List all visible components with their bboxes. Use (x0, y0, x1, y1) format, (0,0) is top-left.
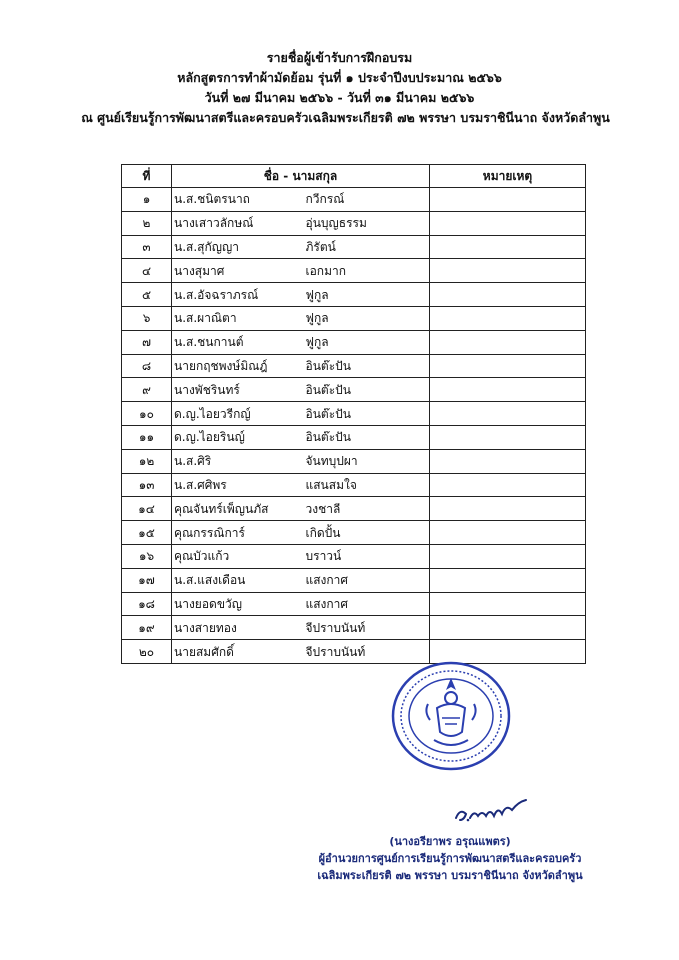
participant-first-name: น.ส.ชนกานต์ (172, 330, 306, 354)
participant-remark (430, 378, 586, 402)
participant-surname: เอกมาก (306, 259, 430, 283)
row-number: ๑ (122, 188, 172, 212)
participant-surname: วงชาลี (306, 497, 430, 521)
participant-first-name: นางสุมาศ (172, 259, 306, 283)
table-row (122, 306, 586, 330)
participant-remark (430, 592, 586, 616)
participant-first-name: ด.ญ.ไอยรินญ์ (172, 425, 306, 449)
table-row (122, 354, 586, 378)
row-number: ๑๒ (122, 449, 172, 473)
row-number: ๑๔ (122, 497, 172, 521)
table-row (122, 402, 586, 426)
header-title: รายชื่อผู้เข้ารับการฝึกอบรม (266, 50, 413, 65)
participant-surname: อินต๊ะปัน (306, 402, 430, 426)
table-row (122, 449, 586, 473)
row-number: ๕ (122, 283, 172, 307)
signatory-position-2: เฉลิมพระเกียรติ ๗๒ พรรษา บรมราชินีนาถ จังหวัดลำพูน (317, 869, 583, 882)
participant-surname: อุ่นบุญธรรม (306, 211, 430, 235)
row-number: ๙ (122, 378, 172, 402)
participant-table (121, 164, 586, 664)
participant-remark (430, 235, 586, 259)
table-row (122, 616, 586, 640)
participant-remark (430, 330, 586, 354)
row-number: ๔ (122, 259, 172, 283)
table-row (122, 378, 586, 402)
participant-remark (430, 354, 586, 378)
row-number: ๑๘ (122, 592, 172, 616)
handwritten-signature (452, 796, 532, 826)
participant-remark (430, 188, 586, 212)
header-dates: วันที่ ๒๗ มีนาคม ๒๕๖๖ - วันที่ ๓๑ มีนาคม ๒๕๖๖ (204, 90, 475, 105)
participant-surname: ฟูกูล (306, 283, 430, 307)
participant-remark (430, 449, 586, 473)
participant-first-name: นายสมศักดิ์ (172, 640, 306, 664)
table-row (122, 425, 586, 449)
participant-surname: อินต๊ะปัน (306, 425, 430, 449)
participant-surname: แสงกาศ (306, 592, 430, 616)
participant-surname: กวีกรณ์ (306, 188, 430, 212)
participant-surname: จีปราบนันท์ (306, 640, 430, 664)
row-number: ๓ (122, 235, 172, 259)
table-row (122, 188, 586, 212)
participant-surname: อินต๊ะปัน (306, 378, 430, 402)
participant-remark (430, 402, 586, 426)
participant-first-name: น.ส.ผาณิตา (172, 306, 306, 330)
participant-first-name: นางยอดขวัญ (172, 592, 306, 616)
participant-surname: แสงกาศ (306, 568, 430, 592)
row-number: ๘ (122, 354, 172, 378)
participant-remark (430, 497, 586, 521)
column-header-remark: หมายเหตุ (430, 165, 586, 188)
participant-first-name: น.ส.แสงเดือน (172, 568, 306, 592)
participant-first-name: น.ส.ศิริ (172, 449, 306, 473)
row-number: ๑๙ (122, 616, 172, 640)
participant-remark (430, 568, 586, 592)
table-row (122, 568, 586, 592)
participant-remark (430, 283, 586, 307)
participant-first-name: นางพัชรินทร์ (172, 378, 306, 402)
table-row (122, 640, 586, 664)
participant-surname: เกิดปั้น (306, 521, 430, 545)
table-row (122, 283, 586, 307)
table-row (122, 521, 586, 545)
table-row (122, 497, 586, 521)
organization-seal-icon (390, 660, 512, 772)
participant-remark (430, 473, 586, 497)
signatory-position-1: ผู้อำนวยการศูนย์การเรียนรู้การพัฒนาสตรีและครอบครัว (318, 852, 582, 865)
participant-remark (430, 306, 586, 330)
participant-first-name: น.ส.สุกัญญา (172, 235, 306, 259)
participant-remark (430, 211, 586, 235)
table-header-row (122, 165, 586, 188)
participant-remark (430, 425, 586, 449)
header-location: ณ ศูนย์เรียนรู้การพัฒนาสตรีและครอบครัวเฉลิมพระเกียรติ ๗๒ พรรษา บรมราชินีนาถ จังหวัดลำพูน (81, 110, 610, 125)
participant-remark (430, 521, 586, 545)
document-header (0, 48, 679, 128)
participant-first-name: คุณกรรณิการ์ (172, 521, 306, 545)
participant-remark (430, 259, 586, 283)
participant-first-name: ด.ญ.ไอยวรีกญ์ (172, 402, 306, 426)
header-course: หลักสูตรการทำผ้ามัดย้อม รุ่นที่ ๑ ประจำปีงบประมาณ ๒๕๖๖ (177, 70, 502, 85)
participant-first-name: นายกฤชพงษ์มิณฎ์ (172, 354, 306, 378)
signature-block (300, 833, 600, 884)
table-row (122, 473, 586, 497)
participant-surname: จันทบุปผา (306, 449, 430, 473)
participant-first-name: นางเสาวลักษณ์ (172, 211, 306, 235)
participant-surname: บราวน์ (306, 544, 430, 568)
participant-first-name: คุณจันทร์เพ็ญนภัส (172, 497, 306, 521)
signatory-name: (นางอรียาพร อรุณแพตร) (389, 835, 511, 848)
participant-surname: ภิรัตน์ (306, 235, 430, 259)
participant-remark (430, 544, 586, 568)
table-row (122, 211, 586, 235)
table-row (122, 592, 586, 616)
row-number: ๖ (122, 306, 172, 330)
row-number: ๑๑ (122, 425, 172, 449)
row-number: ๒ (122, 211, 172, 235)
participant-first-name: น.ส.อัจฉราภรณ์ (172, 283, 306, 307)
participant-remark (430, 616, 586, 640)
column-header-name: ชื่อ - นามสกุล (172, 165, 430, 188)
row-number: ๑๖ (122, 544, 172, 568)
participant-surname: ฟูกูล (306, 306, 430, 330)
participant-surname: ฟูกูล (306, 330, 430, 354)
participant-first-name: นางสายทอง (172, 616, 306, 640)
row-number: ๑๗ (122, 568, 172, 592)
row-number: ๒๐ (122, 640, 172, 664)
table-row (122, 235, 586, 259)
row-number: ๗ (122, 330, 172, 354)
column-header-no: ที่ (122, 165, 172, 188)
participant-first-name: น.ส.ชนิตรนาถ (172, 188, 306, 212)
row-number: ๑๐ (122, 402, 172, 426)
row-number: ๑๓ (122, 473, 172, 497)
participant-table-body (122, 188, 586, 664)
participant-first-name: คุณบัวแก้ว (172, 544, 306, 568)
table-row (122, 259, 586, 283)
row-number: ๑๕ (122, 521, 172, 545)
participant-surname: จีปราบนันท์ (306, 616, 430, 640)
participant-surname: อินต๊ะปัน (306, 354, 430, 378)
participant-first-name: น.ส.ศศิพร (172, 473, 306, 497)
participant-surname: แสนสมใจ (306, 473, 430, 497)
table-row (122, 544, 586, 568)
table-row (122, 330, 586, 354)
